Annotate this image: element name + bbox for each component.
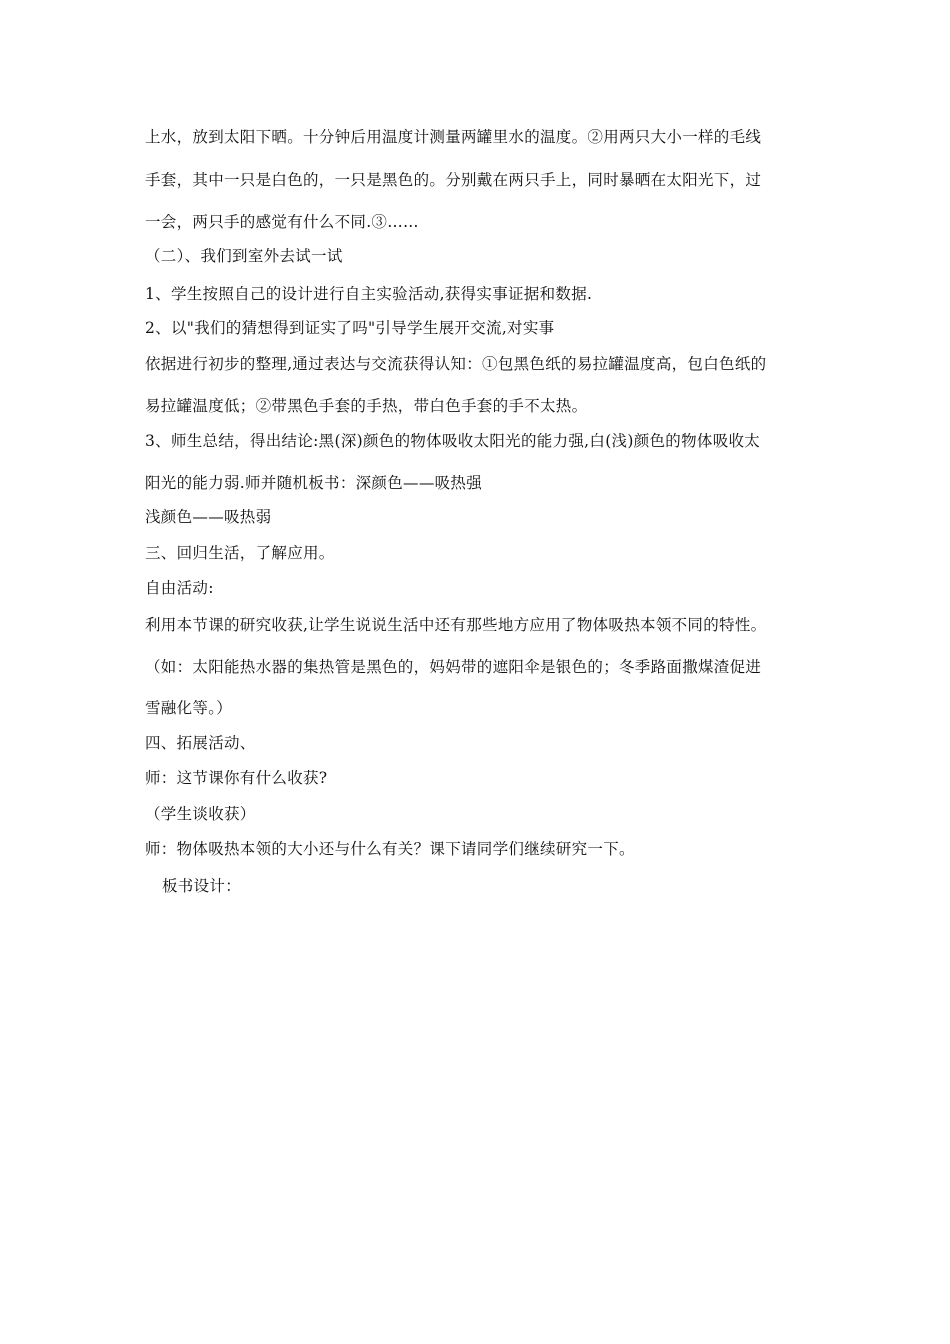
text-line-6: 2、以"我们的猜想得到证实了吗"引导学生展开交流,对实事 — [145, 319, 555, 337]
section-heading-2: （二）、我们到室外去试一试 — [145, 247, 343, 265]
text-line-10: 阳光的能力弱.师并随机板书：深颜色——吸热强 — [145, 474, 483, 492]
text-line-13: 自由活动: — [145, 579, 214, 597]
text-line-14: 利用本节课的研究收获,让学生说说生活中还有那些地方应用了物体吸热本领不同的特性。 — [145, 616, 767, 634]
text-line-7: 依据进行初步的整理,通过表达与交流获得认知：①包黑色纸的易拉罐温度高，包白色纸的 — [145, 355, 767, 373]
text-line-9: 3、师生总结，得出结论:黑(深)颜色的物体吸收太阳光的能力强,白(浅)颜色的物体吸收太 — [145, 432, 761, 450]
text-line-3: 一会，两只手的感觉有什么不同.③…… — [145, 213, 419, 231]
text-line-15: （如：太阳能热水器的集热管是黑色的，妈妈带的遮阳伞是银色的；冬季路面撒煤渣促进 — [145, 658, 762, 676]
text-line-16: 雪融化等。） — [145, 699, 233, 717]
text-line-5: 1、学生按照自己的设计进行自主实验活动,获得实事证据和数据. — [145, 285, 593, 303]
text-line-2: 手套，其中一只是白色的，一只是黑色的。分别戴在两只手上，同时暴晒在太阳光下，过 — [145, 171, 762, 189]
text-line-11: 浅颜色——吸热弱 — [145, 508, 272, 526]
text-line-8: 易拉罐温度低；②带黑色手套的手热，带白色手套的手不太热。 — [145, 397, 588, 415]
text-line-1: 上水，放到太阳下晒。十分钟后用温度计测量两罐里水的温度。②用两只大小一样的毛线 — [145, 128, 762, 146]
text-line-18: 师：这节课你有什么收获? — [145, 769, 328, 787]
text-line-19: （学生谈收获） — [145, 805, 256, 823]
board-design-label: 板书设计： — [162, 877, 242, 895]
text-line-20: 师：物体吸热本领的大小还与什么有关？课下请同学们继续研究一下。 — [145, 840, 635, 858]
section-heading-4: 四、拓展活动、 — [145, 734, 256, 752]
section-heading-3: 三、回归生活，了解应用。 — [145, 544, 335, 562]
